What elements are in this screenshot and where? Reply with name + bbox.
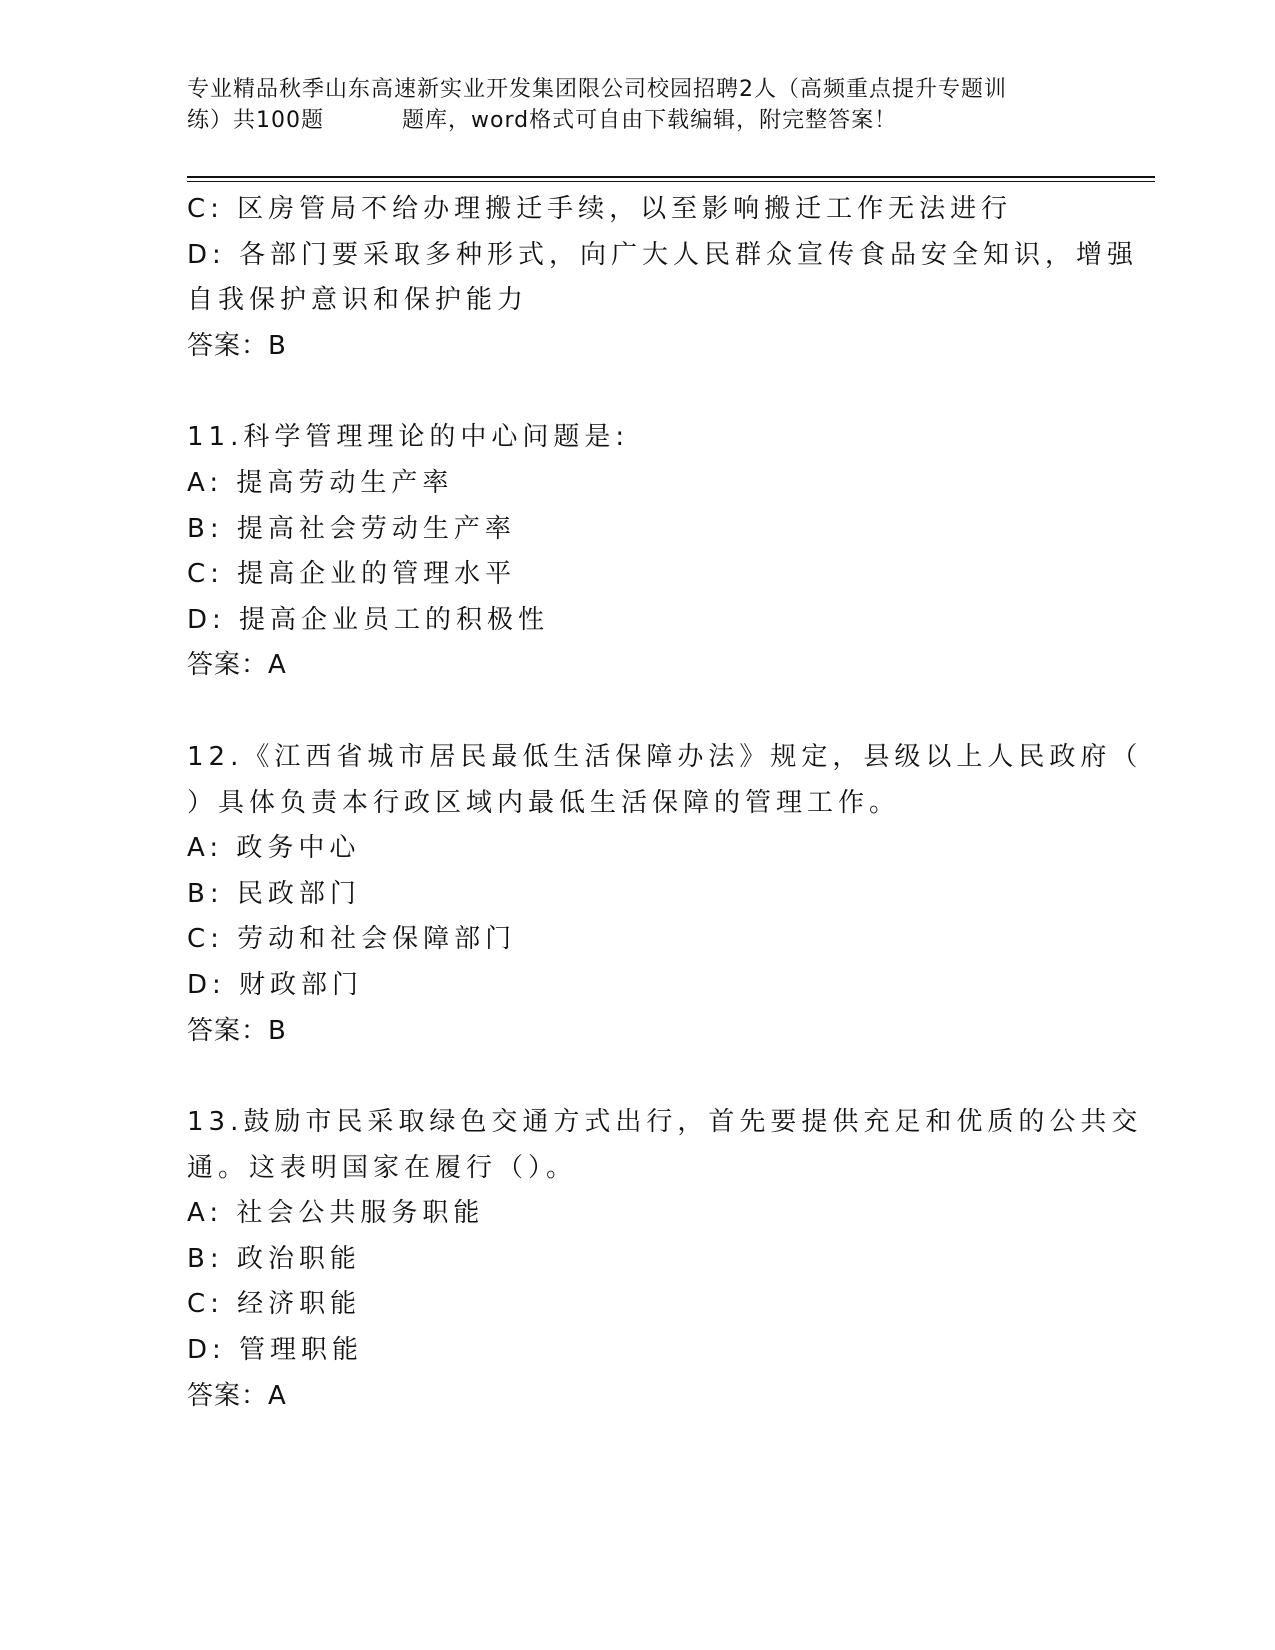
question-stem: 13.鼓励市民采取绿色交通方式出行，首先要提供充足和优质的公共交: [187, 1107, 1143, 1138]
option-c: C: 区房管局不给办理搬迁手续，以至影响搬迁工作无法进行: [187, 194, 1013, 224]
option-b: B: 民政部门: [187, 878, 361, 909]
option-a: A: 社会公共服务职能: [187, 1198, 485, 1229]
header-title-line-2: [187, 105, 1087, 136]
question-stem: 12.《江西省城市居民最低生活保障办法》规定，县级以上人民政府（: [187, 741, 1143, 772]
header-count: 练）共100题: [187, 108, 324, 133]
header-divider-thick: [187, 176, 1155, 178]
answer: 答案：A: [187, 1380, 287, 1411]
header-title-line-1: 专业精品秋季山东高速新实业开发集团限公司校园招聘2人（高频重点提升专题训: [187, 77, 1007, 102]
question-stem-continued: ）具体负责本行政区域内最低生活保障的管理工作。: [187, 787, 901, 818]
option-d: D: 各部门要采取多种形式，向广大人民群众宣传食品安全知识，增强: [187, 239, 1139, 270]
answer: 答案：B: [187, 330, 287, 361]
answer: 答案：B: [187, 1015, 287, 1046]
question-stem-continued: 通。这表明国家在履行（）。: [187, 1152, 578, 1183]
question-list: [187, 187, 1143, 1419]
question-10-continued: [187, 187, 1139, 369]
header-divider-thin: [187, 181, 1155, 182]
question-13: [187, 1100, 1143, 1419]
option-d-continued: 自我保护意识和保护能力: [187, 285, 529, 316]
answer: 答案：A: [187, 650, 287, 681]
option-c: C: 经济职能: [187, 1289, 362, 1320]
question-12: [187, 735, 1143, 1054]
question-stem: 11.科学管理理论的中心问题是:: [187, 422, 630, 453]
option-d: D: 管理职能: [187, 1335, 364, 1366]
document-header: [187, 74, 1087, 136]
option-b: B: 政治职能: [187, 1243, 361, 1274]
option-b: B: 提高社会劳动生产率: [187, 513, 516, 544]
option-d: D: 提高企业员工的积极性: [187, 604, 550, 635]
option-c: C: 提高企业的管理水平: [187, 559, 517, 590]
option-c: C: 劳动和社会保障部门: [187, 924, 517, 955]
option-a: A: 政务中心: [187, 833, 361, 864]
option-d: D: 财政部门: [187, 969, 364, 1000]
question-11: [187, 415, 1087, 689]
option-a: A: 提高劳动生产率: [187, 467, 454, 498]
header-description: 题库，word格式可自由下载编辑，附完整答案！: [402, 108, 898, 133]
